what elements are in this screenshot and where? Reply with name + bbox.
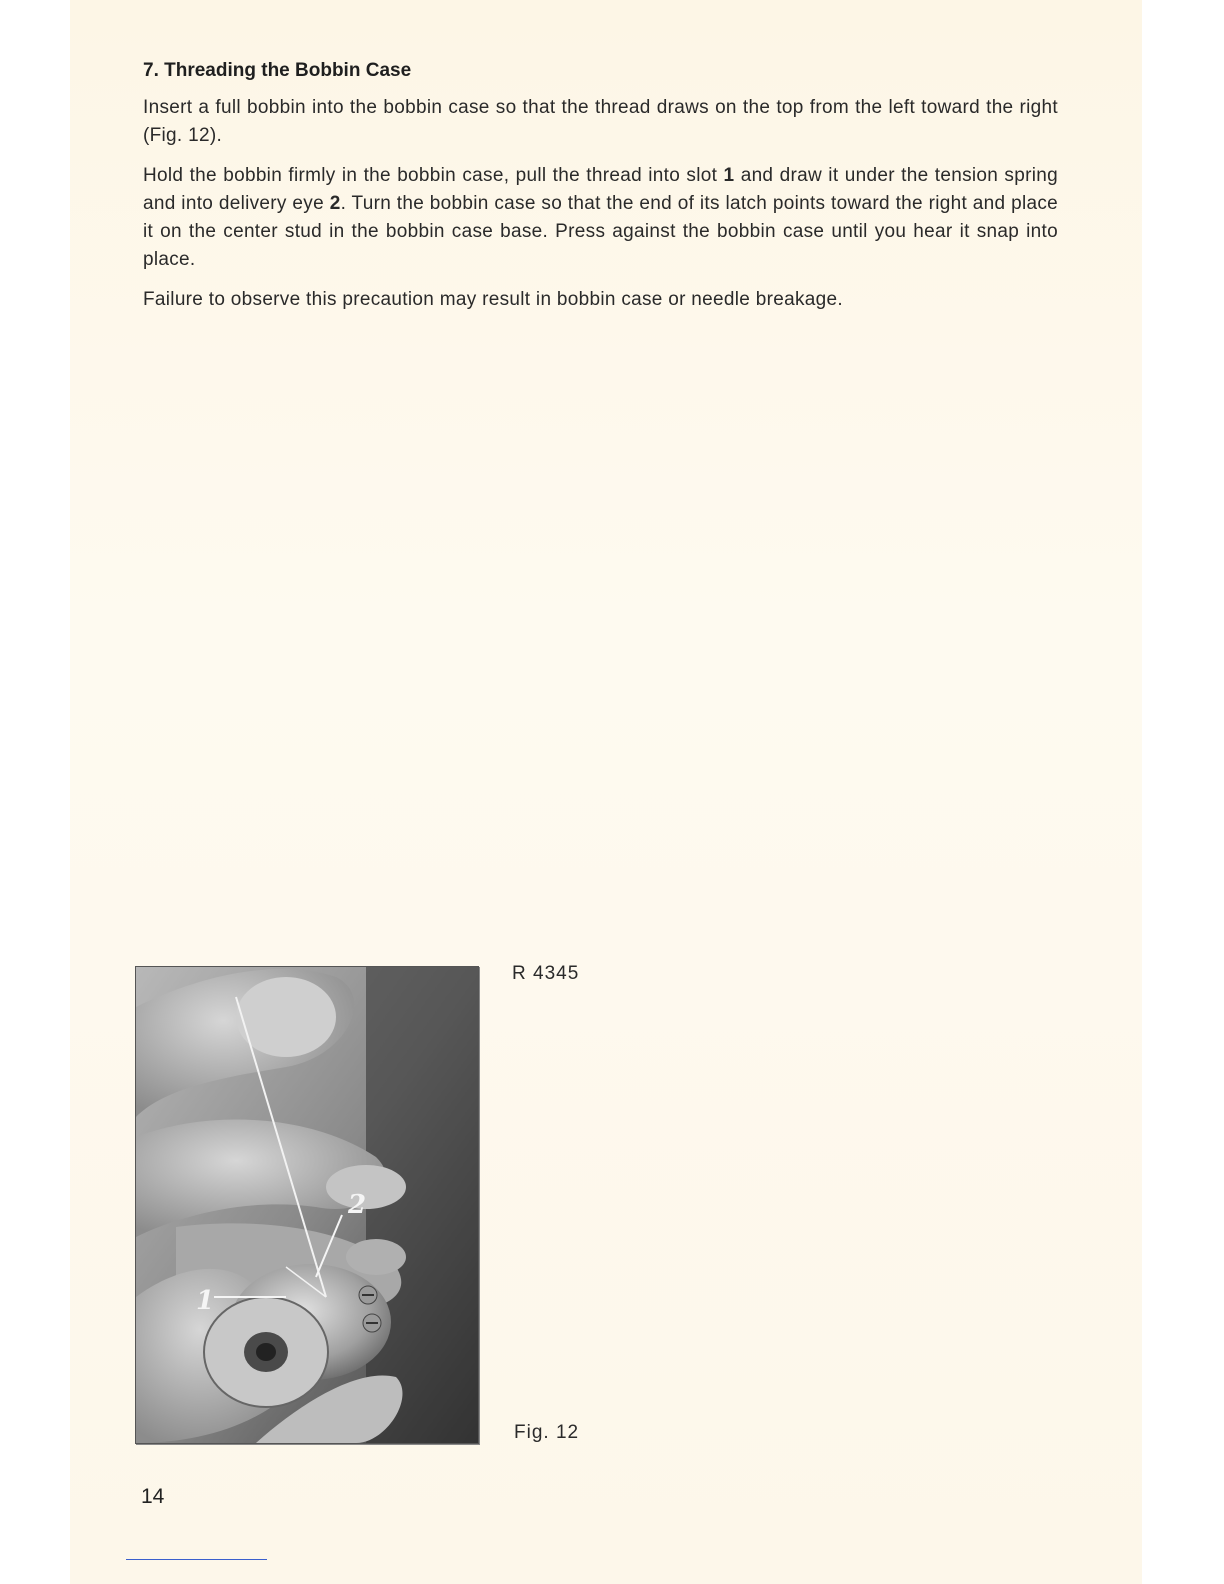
page-number: 14 bbox=[141, 1485, 165, 1508]
paragraph-warning: Failure to observe this precaution may result in bobbin case or needle breakage. bbox=[143, 289, 843, 310]
callout-label-2: 2 bbox=[348, 1190, 367, 1220]
figure-photo bbox=[135, 966, 479, 1444]
para2-text-e: . Turn the bobbin case so that the end of its latch points toward the right and place it on the center stud in the bobbin case base. Press against the bobbin case until you hear it snap into place. bbox=[143, 193, 1059, 270]
para2-text-a: Hold the bobbin firmly in the bobbin case, pull the thread into slot bbox=[143, 165, 724, 186]
section-heading: 7. Threading the Bobbin Case bbox=[143, 60, 412, 81]
paragraph-insert-bobbin: Insert a full bobbin into the bobbin case so that the thread draws on the top from the left toward the right (Fig. 12). bbox=[143, 97, 1058, 146]
para2-text-c: and draw it under the tension spring and into delivery eye bbox=[143, 165, 1058, 214]
callout-label-1: 1 bbox=[196, 1286, 215, 1316]
figure-reference-code: R 4345 bbox=[512, 963, 580, 984]
bottom-rule bbox=[126, 1559, 267, 1560]
eye-number: 2 bbox=[329, 193, 341, 214]
slot-number: 1 bbox=[723, 165, 735, 186]
text-content bbox=[143, 60, 1058, 326]
paragraph-threading-steps bbox=[143, 162, 1058, 274]
figure-caption: Fig. 12 bbox=[514, 1422, 580, 1443]
